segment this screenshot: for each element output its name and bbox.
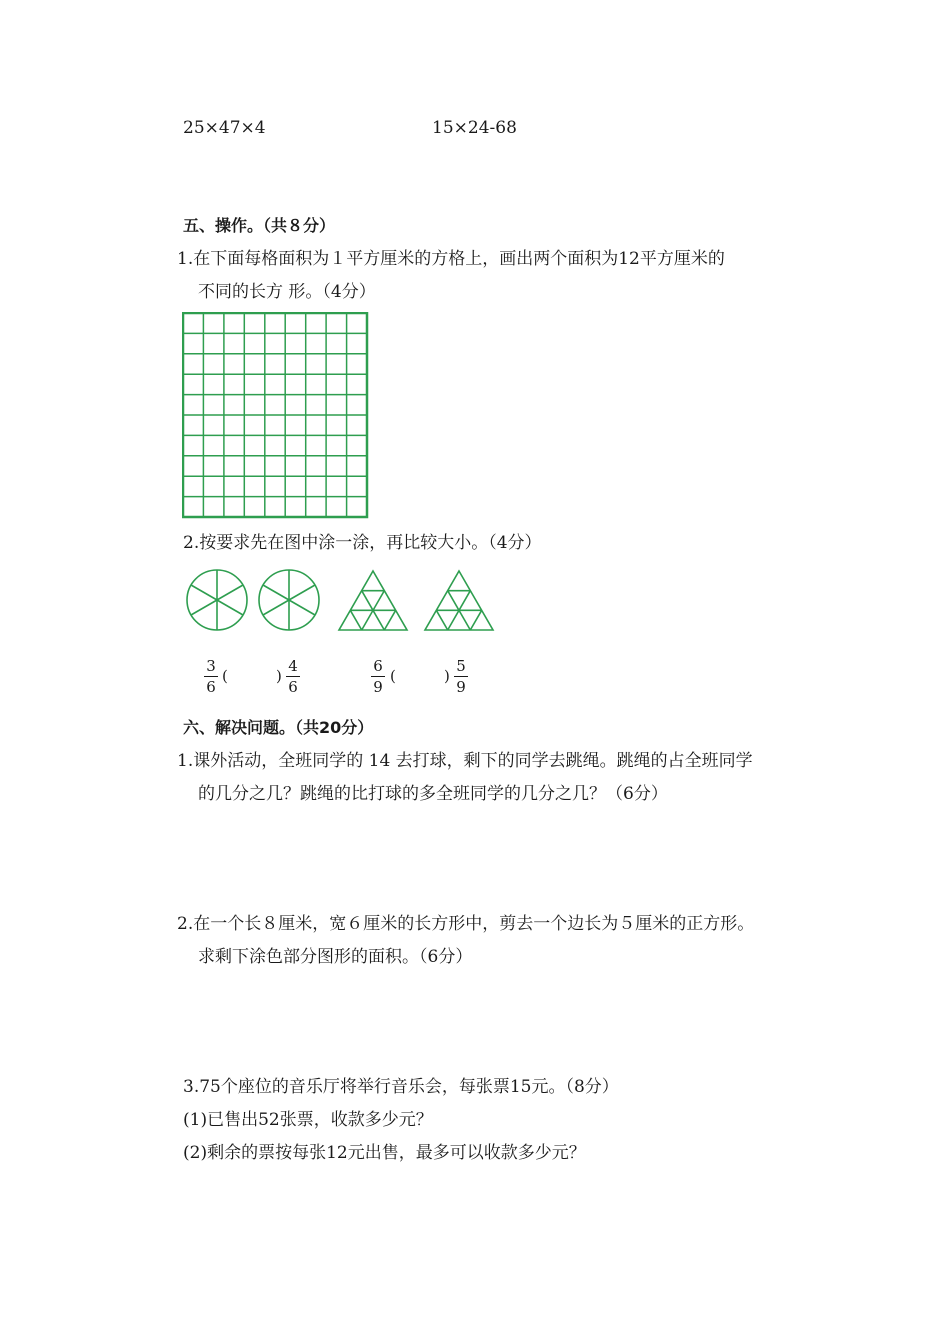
section-5-q2: 2.按要求先在图中涂一涂，再比较大小。（4分） <box>183 533 542 553</box>
triangle-ninths-figure-2 <box>423 569 495 632</box>
triangle-ninths-figure-1 <box>337 569 409 632</box>
circle-sixths-figure-2 <box>257 568 321 632</box>
fraction-numerator: 3 <box>206 657 216 675</box>
section-6-q2-line1: 2.在一个长８厘米，宽６厘米的长方形中，剪去一个边长为５厘米的正方形。 <box>177 914 755 934</box>
fraction-denominator: 9 <box>456 678 466 696</box>
section-5-q1-line1: 1.在下面每格面积为１平方厘米的方格上，画出两个面积为12平方厘米的 <box>177 249 725 269</box>
compare-paren-close-1: ) <box>276 667 282 685</box>
fraction-denominator: 9 <box>373 678 383 696</box>
fraction-numerator: 5 <box>456 657 466 675</box>
circle-sixths-figure-1 <box>185 568 249 632</box>
section-6-q2-line2: 求剩下涂色部分图形的面积。（6分） <box>198 947 473 967</box>
fraction-6-9 <box>371 657 385 696</box>
calc-expression-2: 15×24-68 <box>432 118 517 138</box>
fraction-5-9 <box>454 657 468 696</box>
fraction-4-6 <box>286 657 300 696</box>
fraction-denominator: 6 <box>288 678 298 696</box>
section-6-q3-line1: 3.75个座位的音乐厅将举行音乐会，每张票15元。（8分） <box>183 1077 619 1097</box>
section-6-q1-line2: 的几分之几？跳绳的比打球的多全班同学的几分之几？（6分） <box>198 784 668 804</box>
section-6-q1-line1: 1.课外活动，全班同学的 14 去打球，剩下的同学去跳绳。跳绳的占全班同学 <box>177 751 753 771</box>
fraction-numerator: 4 <box>288 657 298 675</box>
calc-expression-1: 25×47×4 <box>183 118 266 138</box>
fraction-3-6 <box>204 657 218 696</box>
square-grid <box>182 312 369 519</box>
compare-paren-open-2: ( <box>390 667 396 685</box>
fraction-numerator: 6 <box>373 657 383 675</box>
fraction-denominator: 6 <box>206 678 216 696</box>
section-5-title: 五、操作。（共８分） <box>183 216 336 235</box>
section-6-q3-line3: (2)剩余的票按每张12元出售，最多可以收款多少元？ <box>183 1143 586 1163</box>
compare-paren-close-2: ) <box>444 667 450 685</box>
section-6-title: 六、解决问题。（共20分） <box>183 718 374 737</box>
section-5-q1-line2: 不同的长方 形。（4分） <box>198 282 376 302</box>
section-6-q3-line2: (1)已售出52张票，收款多少元？ <box>183 1110 433 1130</box>
compare-paren-open-1: ( <box>222 667 228 685</box>
